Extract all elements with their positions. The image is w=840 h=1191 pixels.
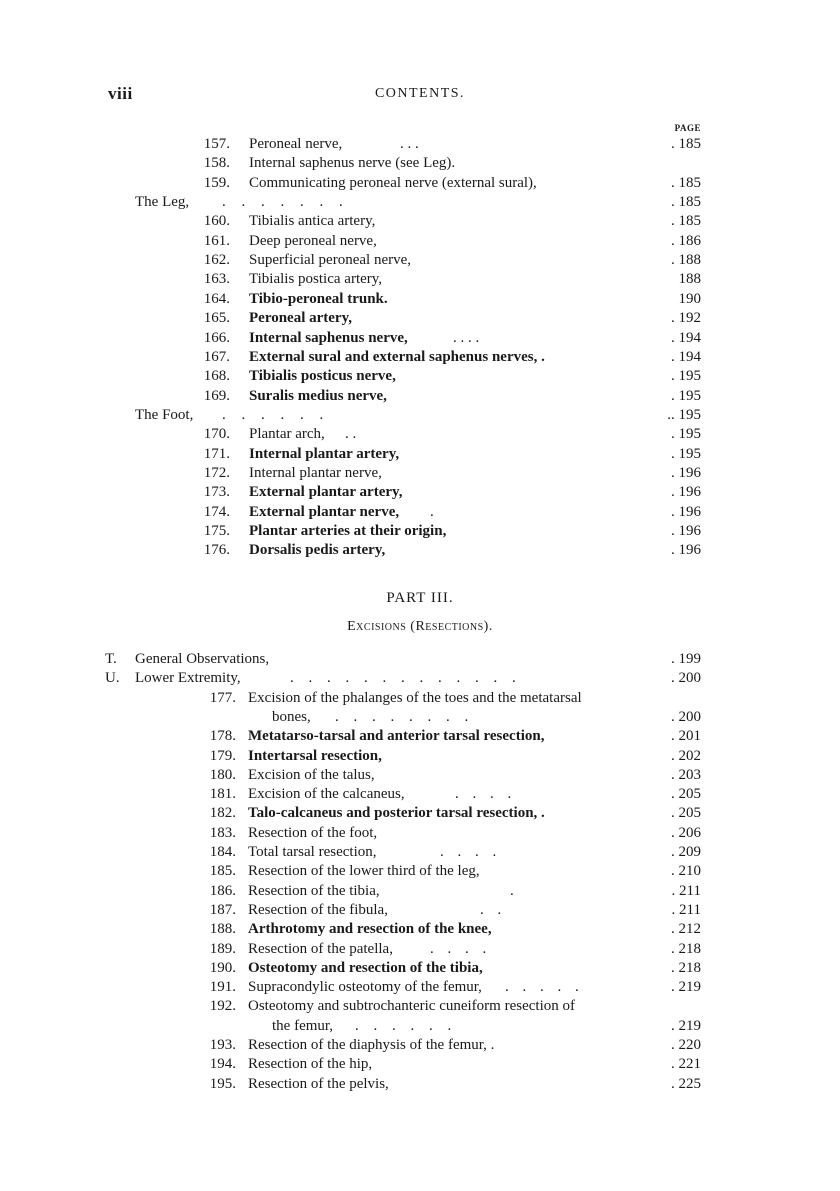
entry-page: . 221 <box>671 1056 701 1073</box>
entry-title: Osteotomy and resection of the tibia, <box>248 959 483 976</box>
toc-line <box>0 1075 840 1094</box>
entry-number: 176. <box>203 542 230 559</box>
toc-line <box>0 135 840 154</box>
toc-line <box>0 483 840 502</box>
leader-dots: . . . . . . . . <box>335 708 469 725</box>
entry-title: External sural and external saphenus nerves, . <box>249 348 545 365</box>
entry-title: Dorsalis pedis artery, <box>249 542 386 559</box>
entry-number: 173. <box>203 484 230 501</box>
entry-number: 170. <box>203 426 230 443</box>
toc-line <box>0 251 840 270</box>
entry-number: 175. <box>203 523 230 539</box>
entry-title: Superficial peroneal nerve, <box>249 252 412 269</box>
entry-title: External plantar nerve, <box>249 503 400 520</box>
entry-number: 180. <box>209 766 236 783</box>
entry-number: 168. <box>203 368 230 385</box>
entry-number: 183. <box>209 824 236 841</box>
entry-page: . 202 <box>671 747 701 764</box>
entry-number: 159. <box>203 174 230 191</box>
toc-line <box>0 901 840 920</box>
entry-number: 192. <box>209 998 236 1015</box>
group-page: . 185 <box>671 194 701 211</box>
entry-page: . 194 <box>671 329 701 346</box>
part-subtitle: Excisions (Resections). <box>347 619 493 634</box>
entry-page: . 196 <box>671 542 701 559</box>
entry-title: Talo-calcaneus and posterior tarsal resection, . <box>248 805 545 822</box>
toc-line <box>0 804 840 823</box>
entry-title: Resection of the lower third of the leg, <box>248 863 480 880</box>
section-title: Lower Extremity, <box>135 670 241 687</box>
entry-page: . 205 <box>671 805 701 822</box>
entry-page: . 185 <box>671 174 701 191</box>
entry-number: 194. <box>209 1056 236 1073</box>
entry-title: Tibialis postica artery, <box>249 271 383 288</box>
entry-page: . 206 <box>671 824 701 841</box>
entry-page: . 210 <box>671 863 701 880</box>
entry-page: . 186 <box>671 232 701 249</box>
entry-title: Peroneal artery, <box>249 310 353 327</box>
entry-number: 165. <box>203 310 230 327</box>
entry-number: 186. <box>209 882 236 899</box>
entry-title: Plantar arch, <box>249 426 325 443</box>
entry-title: Tibialis antica artery, <box>249 213 376 230</box>
entry-page: . 195 <box>671 387 701 404</box>
toc-line <box>0 1055 840 1074</box>
toc-line <box>0 689 840 708</box>
leader-dots: . . . . <box>455 786 512 803</box>
entry-page: . 195 <box>671 368 701 385</box>
entry-page: . 219 <box>671 979 701 996</box>
leader-dots: . . <box>345 426 357 443</box>
entry-number: 172. <box>203 464 230 481</box>
leader-dots: . <box>510 882 514 899</box>
entry-page: . 196 <box>671 503 701 520</box>
entry-page: . 196 <box>671 464 701 481</box>
entry-title: Internal saphenus nerve, <box>249 329 408 346</box>
toc-group-line <box>0 193 840 212</box>
leader-dots: . . . <box>400 136 419 152</box>
entry-number: 157. <box>203 136 230 152</box>
entry-title: Excision of the talus, <box>248 766 375 783</box>
entry-title: Resection of the pelvis, <box>248 1075 389 1092</box>
entry-page: . 211 <box>671 882 701 899</box>
entry-page: . 209 <box>671 844 701 860</box>
entry-number: 179. <box>209 747 236 764</box>
toc-line <box>0 425 840 444</box>
entry-page: . 196 <box>671 484 701 501</box>
toc-line <box>0 290 840 309</box>
toc-continuation-line <box>0 1017 840 1036</box>
toc-line <box>0 940 840 959</box>
entry-title: Communicating peroneal nerve (external sural), <box>249 174 537 191</box>
toc-line <box>0 445 840 464</box>
entry-number: 184. <box>209 844 236 860</box>
toc-line <box>0 212 840 231</box>
toc-line <box>0 1036 840 1055</box>
entry-title: Excision of the calcaneus, <box>248 786 405 803</box>
toc-line <box>0 862 840 881</box>
leader-dots: . . . . . <box>505 979 579 996</box>
entry-title: Metatarso-tarsal and anterior tarsal resection, <box>248 728 545 745</box>
group-page: .. 195 <box>667 406 701 423</box>
toc-line <box>0 367 840 386</box>
entry-title-continued: the femur, <box>272 1017 334 1034</box>
entry-page: . 195 <box>671 426 701 443</box>
toc-line <box>0 503 840 522</box>
toc-line <box>0 541 840 560</box>
group-label: The Foot, <box>135 406 194 423</box>
entry-title: Total tarsal resection, <box>248 844 377 860</box>
toc-line <box>0 232 840 251</box>
entry-title: Intertarsal resection, <box>248 747 382 764</box>
part-title: PART III. <box>386 590 454 606</box>
leader-dots: . . . . . . . . . . . . . <box>290 670 516 687</box>
entry-number: 182. <box>209 805 236 822</box>
section-page: . 200 <box>671 670 701 687</box>
toc-line <box>0 727 840 746</box>
page-number: viii <box>108 84 133 103</box>
entry-page: . 219 <box>671 1017 701 1034</box>
entry-page: . 203 <box>671 766 701 783</box>
toc-line <box>0 329 840 348</box>
entry-number: 178. <box>209 728 236 745</box>
toc-line <box>0 959 840 978</box>
entry-page: . 218 <box>671 940 701 957</box>
toc-line <box>0 154 840 173</box>
entry-number: 162. <box>203 252 230 269</box>
entry-title: Tibio-peroneal trunk. <box>249 290 388 307</box>
entry-page: . 211 <box>671 901 701 918</box>
toc-line <box>0 464 840 483</box>
leader-dots: . . . . <box>440 844 497 860</box>
leader-dots: . . . . . . <box>222 406 324 423</box>
entry-page: . 200 <box>671 708 701 725</box>
entry-page: . 218 <box>671 959 701 976</box>
entry-number: 171. <box>203 445 230 462</box>
entry-number: 163. <box>203 271 230 288</box>
entry-title: Suralis medius nerve, <box>249 387 387 404</box>
section-line <box>0 669 840 688</box>
entry-title: Peroneal nerve, <box>249 136 343 152</box>
toc-line <box>0 843 840 862</box>
entry-page: 188 <box>678 271 701 288</box>
leader-dots: . . <box>480 901 502 918</box>
entry-number: 185. <box>209 863 236 880</box>
entry-number: 181. <box>209 786 236 803</box>
entry-title: Supracondylic osteotomy of the femur, <box>248 979 482 996</box>
toc-line <box>0 978 840 997</box>
leader-dots: . <box>430 503 434 520</box>
page-column-label: PAGE <box>674 123 701 133</box>
entry-title: Plantar arteries at their origin, <box>249 523 447 539</box>
leader-dots: . . . . . . <box>355 1017 452 1034</box>
group-label: The Leg, <box>135 194 190 211</box>
entry-page: . 201 <box>671 728 701 745</box>
entry-page: . 188 <box>671 252 701 269</box>
toc-line <box>0 747 840 766</box>
toc-line <box>0 824 840 843</box>
toc-line <box>0 174 840 193</box>
entry-title: Resection of the patella, <box>248 940 393 957</box>
entry-page: . 205 <box>671 786 701 803</box>
toc-line <box>0 348 840 367</box>
leader-dots: . . . . <box>430 940 487 957</box>
entry-number: 161. <box>203 232 230 249</box>
running-title: CONTENTS. <box>374 86 466 101</box>
entry-title: Internal plantar artery, <box>249 445 400 462</box>
toc-line <box>0 522 840 541</box>
entry-page: . 225 <box>671 1075 701 1092</box>
leader-dots: . . . . <box>453 329 480 346</box>
entry-title: Resection of the fibula, <box>248 901 388 918</box>
entry-page: 190 <box>678 290 701 307</box>
section-page: . 199 <box>671 651 701 667</box>
entry-title: External plantar artery, <box>249 484 403 501</box>
entry-number: 158. <box>203 155 230 172</box>
entry-page: . 195 <box>671 445 701 462</box>
entry-number: 169. <box>203 387 230 404</box>
entry-number: 166. <box>203 329 230 346</box>
entry-page: . 192 <box>671 310 701 327</box>
section-letter: U. <box>105 670 120 687</box>
entry-number: 177. <box>209 689 236 706</box>
entry-title: Resection of the diaphysis of the femur, . <box>248 1037 495 1053</box>
toc-line <box>0 997 840 1016</box>
toc-line <box>0 766 840 785</box>
toc-line <box>0 920 840 939</box>
entry-title: Arthrotomy and resection of the knee, <box>248 921 492 938</box>
entry-number: 193. <box>209 1037 236 1053</box>
entry-title: Excision of the phalanges of the toes and the metatarsal <box>248 689 582 706</box>
entry-title: Osteotomy and subtrochanteric cuneiform resection of <box>248 998 575 1015</box>
entry-title: Deep peroneal nerve, <box>249 232 377 249</box>
entry-number: 195. <box>209 1075 236 1092</box>
entry-title: Resection of the hip, <box>248 1056 373 1073</box>
toc-line <box>0 387 840 406</box>
section-title: General Observations, <box>135 651 270 667</box>
toc-line <box>0 882 840 901</box>
entry-number: 191. <box>209 979 236 996</box>
entry-page: . 194 <box>671 348 701 365</box>
entry-number: 190. <box>209 959 236 976</box>
toc-line <box>0 309 840 328</box>
entry-page: . 185 <box>671 213 701 230</box>
entry-page: . 220 <box>671 1037 701 1053</box>
leader-dots: . . . . . . . <box>222 194 343 211</box>
entry-page: . 212 <box>671 921 701 938</box>
entry-number: 187. <box>209 901 236 918</box>
toc-group-line <box>0 406 840 425</box>
toc-line <box>0 785 840 804</box>
entry-title-continued: bones, <box>272 708 311 725</box>
entry-number: 174. <box>203 503 230 520</box>
entry-title: Resection of the tibia, <box>248 882 380 899</box>
entry-page: . 185 <box>671 136 701 152</box>
entry-title: Tibialis posticus nerve, <box>249 368 396 385</box>
toc-line <box>0 270 840 289</box>
running-head <box>0 84 840 104</box>
entry-title: Resection of the foot, <box>248 824 378 841</box>
section-letter: T. <box>105 651 117 667</box>
entry-number: 167. <box>203 348 230 365</box>
entry-title: Internal plantar nerve, <box>249 464 382 481</box>
entry-number: 164. <box>203 290 230 307</box>
toc-continuation-line <box>0 708 840 727</box>
entry-page: . 196 <box>671 523 701 539</box>
entry-number: 160. <box>203 213 230 230</box>
entry-number: 189. <box>209 940 236 957</box>
entry-number: 188. <box>209 921 236 938</box>
section-line <box>0 650 840 669</box>
entry-title: Internal saphenus nerve (see Leg). <box>249 155 456 172</box>
